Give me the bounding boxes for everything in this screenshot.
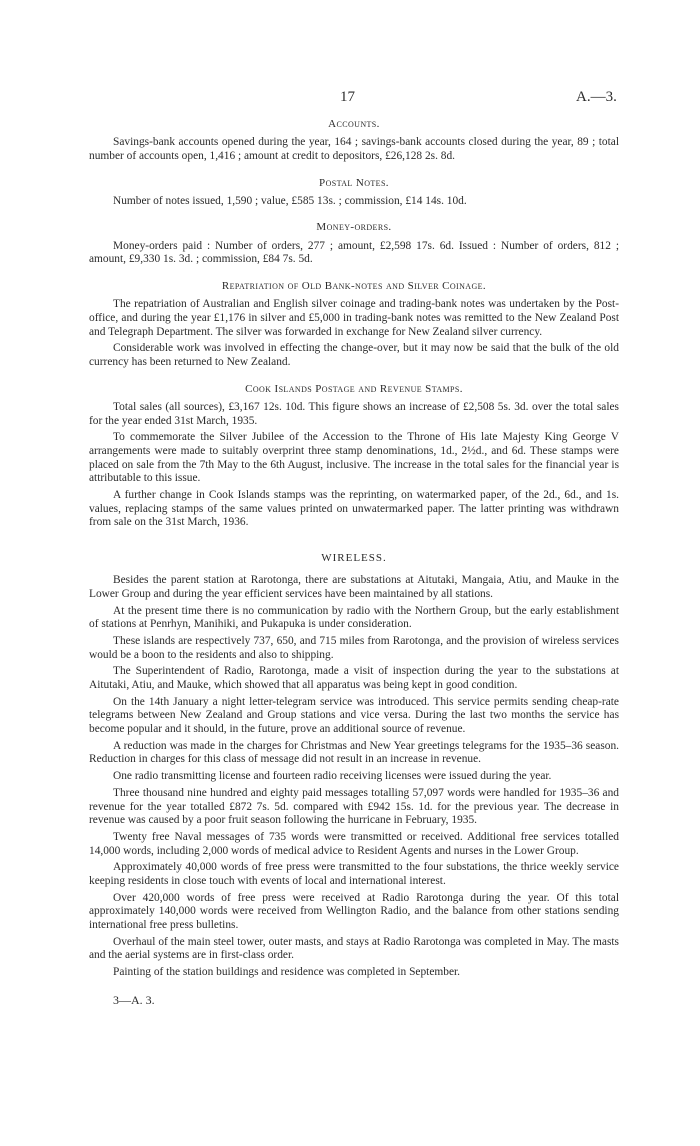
paragraph: Savings-bank accounts opened during the year, 164 ; savings-bank accounts closed during the year, 89 ; total number of accounts open, 1,416 ; amount at credit to depositors, £26,128 2s. 8d. <box>89 136 619 162</box>
paragraph: These islands are respectively 737, 650, and 715 miles from Rarotonga, and the provision of wireless services would be a boon to the residents and also to shipping. <box>89 634 619 661</box>
section-title: Accounts. <box>328 118 380 130</box>
paragraph: Money-orders paid : Number of orders, 277 ; amount, £2,598 17s. 6d. Issued : Number of orders, 812 ; amount, £9,330 1s. 3d. ; commission, £84 7s. 5d. <box>89 239 619 266</box>
paragraph: The Superintendent of Radio, Rarotonga, made a visit of inspection during the year to the substations at Aitutaki, Atiu, and Mauke, which showed that all apparatus was being kept in good condition. <box>89 665 619 691</box>
section-repatriation <box>89 280 619 370</box>
paragraph: Besides the parent station at Rarotonga, there are substations at Aitutaki, Mangaia, Atiu, and Mauke in the Lower Group and during the year efficient services have been maintained by all stations. <box>89 574 619 600</box>
page-header <box>0 88 700 108</box>
paragraph: At the present time there is no communication by radio with the Northern Group, but the early establishment of stations at Penrhyn, Manihiki, and Pukapuka is under consideration. <box>89 604 619 631</box>
paragraph: Over 420,000 words of free press were received at Radio Rarotonga during the year. Of this total approximately 140,000 words were received from Wellington Radio, and the balance from other stations sending international free press bulletins. <box>89 891 619 931</box>
section-title-wireless: WIRELESS. <box>321 552 387 564</box>
paragraph: To commemorate the Silver Jubilee of the Accession to the Throne of His late Majesty King George V arrangements were made to suitably overprint three stamp denominations, 1d., 2½d., and 6d. These stamps were placed on sale from the 7th May to the 6th August, inclusive. The increase in the total sales for the financial year is attributable to this issue. <box>89 431 619 485</box>
section-title: Postal Notes. <box>319 176 389 189</box>
page-number: 17 <box>340 89 355 105</box>
paragraph: Three thousand nine hundred and eighty paid messages totalling 57,097 words were handled for 1935–36 and revenue for the year totalled £872 7s. 5d. compared with £942 15s. 1d. for the previous year. The decrease in revenue was caused by a poor fruit season following the hurricane in February, 1935. <box>89 786 619 827</box>
paragraph: Overhaul of the main steel tower, outer masts, and stays at Radio Rarotonga was completed in May. The masts and the aerial systems are in first-class order. <box>89 935 619 962</box>
paragraph: A reduction was made in the charges for Christmas and New Year greetings telegrams for the 1935–36 season. Reduction in charges for this class of message did not result in an increase in revenue. <box>89 739 619 766</box>
section-money-orders <box>89 221 619 267</box>
section-postal-notes <box>89 177 619 209</box>
page-content <box>89 118 619 1007</box>
section-title: Repatriation of Old Bank-notes and Silver Coinage. <box>221 280 487 292</box>
paragraph: Number of notes issued, 1,590 ; value, £585 13s. ; commission, £14 14s. 10d. <box>113 194 467 207</box>
section-title: Cook Islands Postage and Revenue Stamps. <box>245 382 463 395</box>
paragraph: A further change in Cook Islands stamps was the reprinting, on watermarked paper, of the 2d., 6d., and 1s. values, replacing stamps of the same values printed on unwatermarked paper. The latter printing was withdrawn from sale on the 31st March, 1936. <box>89 488 619 529</box>
paragraph: Painting of the station buildings and residence was completed in September. <box>113 966 461 979</box>
paragraph: The repatriation of Australian and English silver coinage and trading-bank notes was undertaken by the Post-office, and during the year £1,176 in silver and £5,000 in trading-bank notes was remitted to the New Zealand Post and Telegraph Department. The silver was forwarded in exchange for New Zealand silver currency. <box>89 298 619 338</box>
section-wireless <box>89 552 619 980</box>
section-cook-islands-stamps <box>89 383 619 530</box>
page-footer-signature: 3—A. 3. <box>113 992 155 1007</box>
section-accounts <box>89 118 619 164</box>
document-reference: A.—3. <box>576 89 617 105</box>
paragraph: Considerable work was involved in effecting the change-over, but it may now be said that the bulk of the old currency has been returned to New Zealand. <box>89 342 619 368</box>
section-title: Money-orders. <box>316 221 392 234</box>
paragraph: On the 14th January a night letter-telegram service was introduced. This service permits sending cheap-rate telegrams between New Zealand and Group stations and vice versa. During the last two months the service has become popular and it should, in the future, prove an additional source of revenue. <box>89 695 619 736</box>
paragraph: Approximately 40,000 words of free press were transmitted to the four substations, the thrice weekly service keeping residents in close touch with events of local and international interest. <box>89 861 619 887</box>
paragraph: Total sales (all sources), £3,167 12s. 10d. This figure shows an increase of £2,508 5s. 3d. over the total sales for the year ended 31st March, 1935. <box>89 400 619 427</box>
paragraph: One radio transmitting license and fourteen radio receiving licenses were issued during the year. <box>113 770 552 783</box>
paragraph: Twenty free Naval messages of 735 words were transmitted or received. Additional free services totalled 14,000 words, including 2,000 words of medical advice to Resident Agents and nurses in the Lower Group. <box>89 830 619 857</box>
